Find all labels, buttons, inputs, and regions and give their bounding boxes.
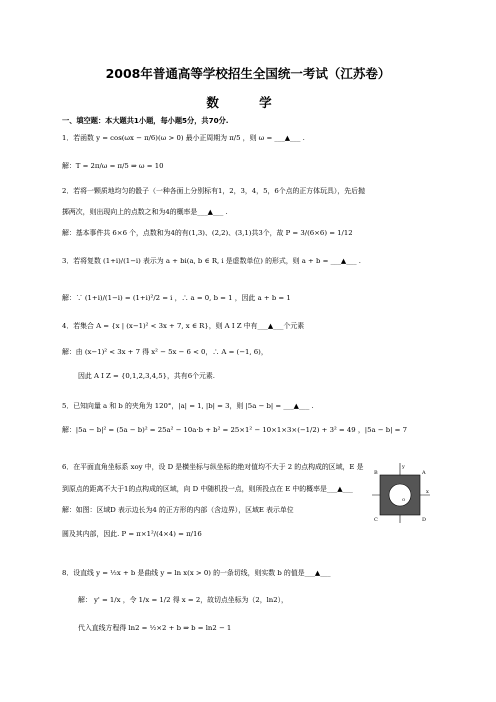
problem-1: 1．若函数 y = cos(ωx − π/6)(ω > 0) 最小正周期为 π/5 ，则 ω = ___▲___ . [62,134,305,142]
problem-4: 4．若集合 A = {x | (x−1)² < 3x + 7, x ∈ R}，则 A I Z 中有___▲___个元素 [62,322,305,330]
fig-label-d: D [422,517,427,523]
region-figure [368,461,432,525]
fig-label-c: C [374,517,378,523]
solution-4-line1: 解：由 (x−1)² < 3x + 7 得 x² − 5x − 6 < 0，∴ A = (−1, 6)， [62,348,268,356]
problem-5: 5．已知向量 a 和 b 的夹角为 120°，|a| = 1, |b| = 3，则 |5a − b| = ___▲___ . [62,402,314,410]
solution-1: 解：T = 2π/ω = π/5 ⇒ ω = 10 [62,162,164,170]
fig-label-y: y [402,464,405,470]
solution-6-line2: 圆及其内部，因此. P = π×1²/(4×4) = π/16 [62,530,202,538]
problem-2-line1: 2．若将一颗质地均匀的骰子（一种各面上分别标有1，2，3，4，5，6个点的正方体玩具），先后抛 [62,187,365,195]
problem-6-line2: 到原点的距离不大于1的点构成的区域，向 D 中随机投一点，则所投点在 E 中的概率是___▲___ [62,485,353,493]
problem-8: 8．设直线 y = ½x + b 是曲线 y = ln x(x > 0) 的一条切线，则实数 b 的值是___▲___ [62,569,331,577]
page-subject: 数 学 [206,95,290,110]
solution-8-line1: 解： y' = 1/x ，令 1/x = 1/2 得 x = 2，故切点坐标为（2，ln2）， [78,596,288,604]
page-title: 2008年普通高等学校招生全国统一考试（江苏卷） [105,66,391,81]
solution-8-line2: 代入直线方程得 ln2 = ½×2 + b ⇒ b = ln2 − 1 [78,624,232,632]
section-heading: 一、填空题：本大题共1小题，每小题5分，共70分. [62,116,229,125]
solution-2: 解：基本事件共 6×6 个，点数和为4的有(1,3)、(2,2)、(3,1)共3个，故 P = 3/(6×6) = 1/12 [62,229,353,237]
fig-label-b: B [374,470,378,476]
problem-3: 3．若将复数 (1+i)/(1−i) 表示为 a + bi(a, b ∈ R, i 是虚数单位) 的形式，则 a + b = ___▲___ . [62,257,361,265]
fig-label-x: x [426,489,429,495]
solution-3: 解：∵ (1+i)/(1−i) = (1+i)²/2 = i ，∴ a = 0, b = 1 ，因此 a + b = 1 [62,294,291,302]
fig-label-o: O [402,497,406,502]
problem-6-line1: 6．在平面直角坐标系 xoy 中，设 D 是横坐标与纵坐标的绝对值均不大于 2 的点构成的区域，E 是 [62,463,364,471]
solution-4-line2: 因此 A I Z = {0,1,2,3,4,5}，共有6个元素. [78,372,215,380]
solution-6-line1: 解：如图：区域D 表示边长为4 的正方形的内部（含边界），区域E 表示单位 [62,506,294,514]
solution-5: 解：|5a − b|² = (5a − b)² = 25a² − 10a·b + b² = 25×1² − 10×1×3×(−1/2) + 3² = 49 ，|5a − b| = 7 [62,426,407,434]
problem-2-line2: 掷两次，则出现向上的点数之和为4的概率是___▲___ . [62,208,228,216]
fig-label-a: A [422,470,426,476]
